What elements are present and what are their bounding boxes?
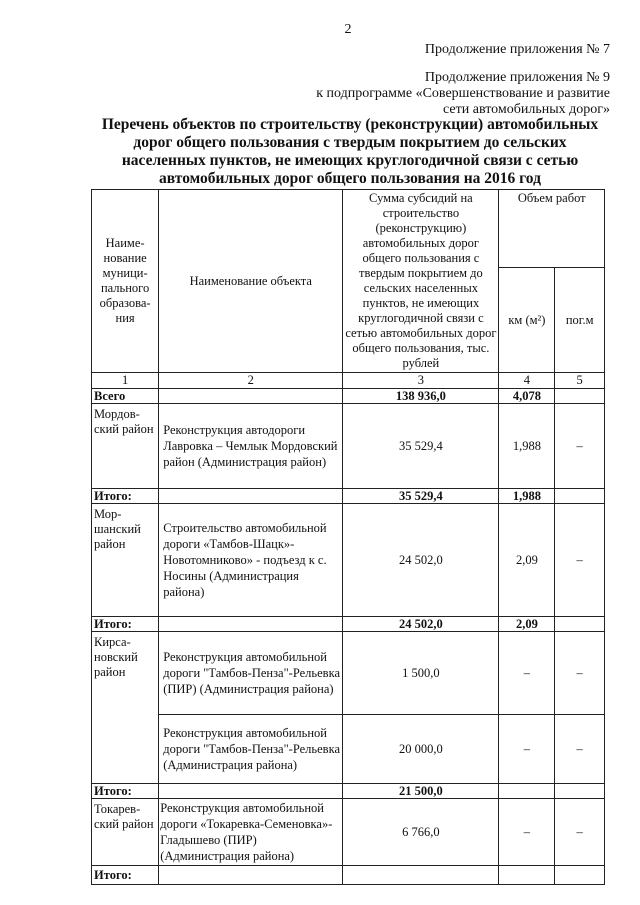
table-row	[92, 504, 605, 617]
subtotal-km: 1,988	[499, 489, 555, 504]
subtotal-label: Итого:	[92, 784, 159, 799]
object-name: Реконструкция автомобильной дороги "Тамбов-Пенза"-Рельевка (Администрация района)	[159, 715, 343, 784]
empty-cell	[159, 389, 343, 404]
district-name: Токарев-ский район	[92, 799, 159, 866]
annex-line: Продолжение приложения № 9	[424, 70, 610, 85]
annex-line: сети автомобильных дорог»	[443, 102, 610, 117]
empty-cell	[555, 489, 605, 504]
column-number: 5	[555, 373, 605, 389]
subtotal-amount: 21 500,0	[343, 784, 499, 799]
table-row	[92, 404, 605, 489]
subtotal-row	[92, 866, 605, 885]
empty-cell	[159, 489, 343, 504]
volume-km: –	[499, 632, 555, 715]
subtotal-amount	[343, 866, 499, 885]
empty-cell	[159, 866, 343, 885]
subtotal-row	[92, 489, 605, 504]
volume-km: –	[499, 799, 555, 866]
empty-cell	[555, 389, 605, 404]
object-name: Реконструкция автодороги Лавровка – Чемлык Мордовский район (Администрация район)	[159, 404, 343, 489]
grand-total-row	[92, 389, 605, 404]
volume-km: –	[499, 715, 555, 784]
subsidy-amount: 35 529,4	[343, 404, 499, 489]
annex-line: к подпрограмме «Совершенствование и развитие	[316, 86, 610, 101]
header-subsidy: Сумма субсидий на строительство (реконструкцию) автомобильных дорог общего пользования с твердым покрытием до сельских населенных пунктов, не имеющих круглогодичной связи с сетью автомобильных дорог общего пользования, тыс. рублей	[343, 190, 499, 373]
subsidy-amount: 6 766,0	[343, 799, 499, 866]
volume-pog-m: –	[555, 504, 605, 617]
object-name: Реконструкция автомобильной дороги "Тамбов-Пенза"-Рельевка (ПИР) (Администрация района)	[159, 632, 343, 715]
document-title: Перечень объектов по строительству (реконструкции) автомобильных дорог общего пользования с твердым покрытием до сельских населенных пунктов, не имеющих круглогодичной связи с сетью автомобильных дорог общего пользования на 2016 год	[101, 116, 599, 187]
volume-km: 2,09	[499, 504, 555, 617]
empty-cell	[159, 784, 343, 799]
volume-pog-m: –	[555, 404, 605, 489]
empty-cell	[555, 617, 605, 632]
header-pog-m: пог.м	[555, 268, 605, 373]
volume-pog-m: –	[555, 632, 605, 715]
subtotal-km: 2,09	[499, 617, 555, 632]
page-number: 2	[344, 22, 352, 37]
empty-cell	[159, 617, 343, 632]
subtotal-label: Итого:	[92, 489, 159, 504]
column-numbers-row	[92, 373, 605, 389]
header-row	[92, 190, 605, 268]
table-row	[92, 632, 605, 715]
column-number: 3	[343, 373, 499, 389]
volume-pog-m: –	[555, 715, 605, 784]
grand-total-amount: 138 936,0	[343, 389, 499, 404]
subtotal-label: Итого:	[92, 617, 159, 632]
column-number: 4	[499, 373, 555, 389]
header-municipality: Наиме-нование муници-пального образова-ния	[92, 190, 159, 373]
grand-total-km: 4,078	[499, 389, 555, 404]
subtotal-km	[499, 784, 555, 799]
object-name: Строительство автомобильной дороги «Тамбов-Шацк»-Новотомниково» - подъезд к с. Носины (Администрация района)	[159, 504, 343, 617]
volume-km: 1,988	[499, 404, 555, 489]
header-volume: Объем работ	[499, 190, 605, 268]
column-number: 1	[92, 373, 159, 389]
object-name: Реконструкция автомобильной дороги «Токаревка-Семеновка»- Гладышево (ПИР) (Администрация района)	[159, 799, 343, 866]
subsidy-amount: 24 502,0	[343, 504, 499, 617]
district-name: Мордов-ский район	[92, 404, 159, 489]
table-row	[92, 715, 605, 784]
empty-cell	[555, 866, 605, 885]
objects-table	[91, 189, 605, 885]
header-object: Наименование объекта	[159, 190, 343, 373]
empty-cell	[555, 784, 605, 799]
header-km: км (м²)	[499, 268, 555, 373]
subtotal-amount: 24 502,0	[343, 617, 499, 632]
subtotal-amount: 35 529,4	[343, 489, 499, 504]
table-row	[92, 799, 605, 866]
subtotal-km	[499, 866, 555, 885]
subtotal-row	[92, 617, 605, 632]
column-number: 2	[159, 373, 343, 389]
grand-total-label: Всего	[92, 389, 159, 404]
subtotal-label: Итого:	[92, 866, 159, 885]
subsidy-amount: 20 000,0	[343, 715, 499, 784]
volume-pog-m: –	[555, 799, 605, 866]
annex-9-header	[316, 70, 610, 118]
subtotal-row	[92, 784, 605, 799]
subsidy-amount: 1 500,0	[343, 632, 499, 715]
district-name: Мор-шанский район	[92, 504, 159, 617]
district-name: Кирса-новский район	[92, 632, 159, 784]
annex-7-continuation: Продолжение приложения № 7	[424, 42, 610, 57]
